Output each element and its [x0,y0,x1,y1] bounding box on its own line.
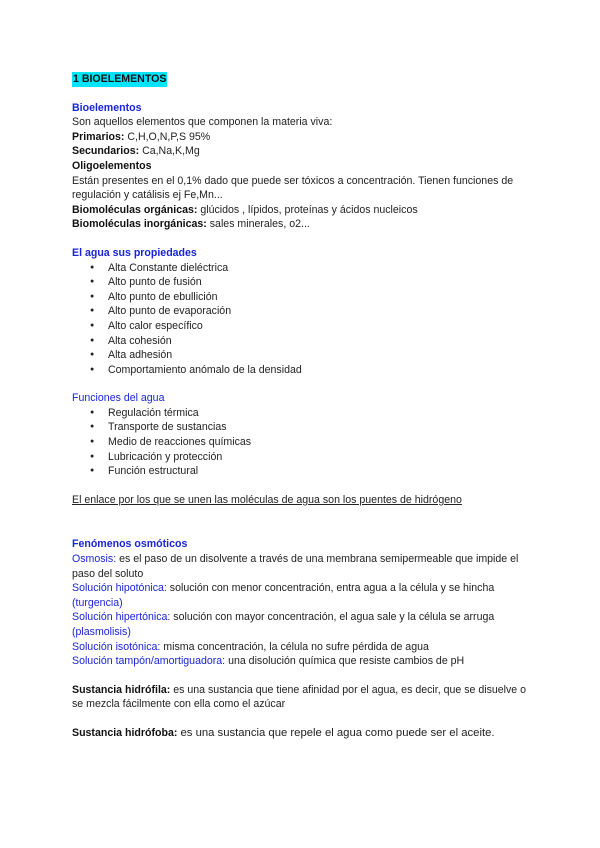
list-item: ● Alto punto de fusión [72,275,532,290]
primarios-value: C,H,O,N,P,S 95% [124,130,211,143]
funciones-heading: Funciones del agua [72,392,165,405]
osmosis-line [72,552,532,581]
list-item: ● Lubricación y protección [72,450,532,465]
list-item: ● Regulación térmica [72,406,532,421]
bioelementos-heading: Bioelementos [72,101,142,114]
hidrofila-label: Sustancia hidrófila: [72,683,171,696]
list-item: ● Alto calor específico [72,319,532,334]
hipotonica-label: Solución hipotónica: [72,582,167,595]
osmosis-label: Osmosis: [72,553,117,566]
hipertonica-line [72,610,532,639]
organicas-label: Biomoléculas orgánicas: [72,203,198,216]
bioelementos-definition: Son aquellos elementos que componen la materia viva: [72,116,333,129]
hidrofila-paragraph [72,683,532,712]
inorganicas-value: sales minerales, o2... [206,218,310,231]
tampon-label: Solución tampón/amortiguadora: [72,655,226,668]
primarios-line [72,130,532,145]
osmoticos-heading: Fenómenos osmóticos [72,538,188,551]
isotonica-line [72,640,532,655]
oligoelementos-heading: Oligoelementos [72,159,152,172]
agua-properties-list [72,261,532,378]
osmosis-text: es el paso de un disolvente a través de una membrana semipermeable que impide el paso del soluto [72,553,519,580]
hidrofoba-text-b: que repele el agua como puede ser el aceite. [265,726,495,739]
enlace-statement: El enlace por los que se unen las moléculas de agua son los puentes de hidrógeno [72,493,462,506]
hipotonica-line [72,581,532,610]
hidrofoba-label: Sustancia hidrófoba: [72,726,178,739]
secundarios-label: Secundarios: [72,145,140,158]
page-title: 1 BIOELEMENTOS [73,73,167,85]
tampon-text: una disolución química que resiste cambios de pH [225,655,465,668]
hipertonica-label: Solución hipertónica: [72,611,171,624]
organicas-line [72,203,532,218]
turgencia-term: (turgencia) [72,596,123,609]
inorganicas-line [72,217,532,232]
primarios-label: Primarios: [72,130,125,143]
list-item: ● Alto punto de evaporación [72,304,532,319]
list-item: ● Comportamiento anómalo de la densidad [72,363,532,378]
hidrofoba-text-a: es una sustancia [177,726,266,739]
hidrofoba-paragraph [72,726,532,741]
secundarios-line [72,144,532,159]
hipotonica-text: solución con menor concentración, entra agua a la célula y se hincha [166,582,495,595]
secundarios-value: Ca,Na,K,Mg [139,145,200,158]
oligoelementos-text: Están presentes en el 0,1% dado que puede ser tóxicos a concentración. Tienen funciones de regulación y catálisis ej Fe,Mn... [72,174,514,202]
organicas-value: glúcidos , lípidos, proteínas y ácidos nucleicos [197,203,418,216]
isotonica-label: Solución isotónica: [72,640,161,653]
hidrofila-text: es una sustancia que tiene afinidad por el agua, es decir, que se disuelve o se mezcla fácilmente con ella como el azúcar [72,683,527,711]
document-content [72,70,532,741]
list-item: ● Alta adhesión [72,348,532,363]
list-item: ● Alto punto de ebullición [72,290,532,305]
list-item: ● Transporte de sustancias [72,420,532,435]
list-item: ● Función estructural [72,464,532,479]
tampon-line [72,654,532,669]
list-item: ● Alta Constante dieléctrica [72,261,532,276]
isotonica-text: misma concentración, la célula no sufre pérdida de agua [160,640,429,653]
hipertonica-text: solución con mayor concentración, el agua sale y la célula se arruga [170,611,495,624]
plasmolisis-term: (plasmolisis) [72,626,131,638]
agua-heading: El agua sus propiedades [72,246,197,259]
funciones-list [72,406,532,479]
inorganicas-label: Biomoléculas inorgánicas: [72,218,207,231]
list-item: ● Alta cohesión [72,334,532,349]
list-item: ● Medio de reacciones químicas [72,435,532,450]
